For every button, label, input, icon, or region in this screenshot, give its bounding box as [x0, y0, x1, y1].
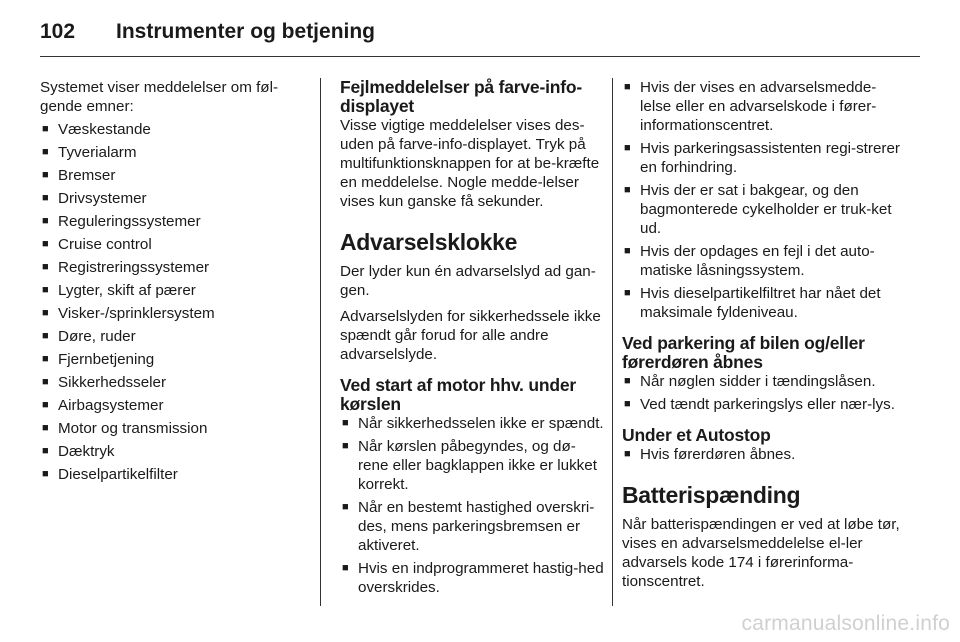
list-item: ■ Når sikkerhedsselen ikke er spændt. — [340, 414, 606, 433]
list-item: ■ Hvis en indprogrammeret hastig-hed overskrides. — [340, 559, 606, 597]
list-item: ■ Bremser — [40, 166, 305, 185]
list-item: ■ Registreringssystemer — [40, 258, 305, 277]
list-item: ■ Lygter, skift af pærer — [40, 281, 305, 300]
parking-list — [622, 372, 902, 414]
list-item: ■ Dieselpartikelfilter — [40, 465, 305, 484]
list-item: ■ Dæktryk — [40, 442, 305, 461]
header-rule — [40, 56, 920, 57]
list-item: ■ Hvis førerdøren åbnes. — [622, 445, 902, 464]
list-item: ■ Ved tændt parkeringslys eller nær-lys. — [622, 395, 902, 414]
list-item: ■ Sikkerhedsseler — [40, 373, 305, 392]
section-text: Når batterispændingen er ved at løbe tør, vises en advarselsmeddelelse el-ler advarsels kode 174 i førerinforma-tionscentret. — [622, 516, 900, 590]
list-item: ■ Fjernbetjening — [40, 350, 305, 369]
section-text: Der lyder kun én advarselslyd ad gan-gen. — [340, 263, 596, 299]
list-item: ■ Tyverialarm — [40, 143, 305, 162]
list-item: ■ Hvis der opdages en fejl i det auto-matiske låsningssystem. — [622, 242, 902, 280]
list-item: ■ Når nøglen sidder i tændingslåsen. — [622, 372, 902, 391]
column-divider — [612, 78, 613, 606]
section-heading-autostop: Under et Autostop — [622, 425, 771, 445]
list-item: ■ Drivsystemer — [40, 189, 305, 208]
section-text: Visse vigtige meddelelser vises des-uden på farve-info-displayet. Tryk på multifunktionsknappen for at be-kræfte en meddelelse. Nogle medde-lelser vises kun ganske få sekunder. — [340, 117, 600, 210]
column-1 — [40, 78, 305, 484]
list-item: ■ Cruise control — [40, 235, 305, 254]
warning-list — [340, 414, 606, 597]
list-item: ■ Væskestande — [40, 120, 305, 139]
autostop-list — [622, 445, 902, 464]
list-item: ■ Visker-/sprinklersystem — [40, 304, 305, 323]
list-item: ■ Hvis der vises en advarselsmedde-lelse eller en advarselskode i fører-informationscentret. — [622, 78, 902, 135]
list-item: ■ Når kørslen påbegyndes, og dø-rene eller bagklappen ikke er lukket korrekt. — [340, 437, 606, 494]
section-heading-engine-start: Ved start af motor hhv. under kørslen — [340, 375, 576, 414]
column-3 — [622, 78, 902, 591]
list-item: ■ Motor og transmission — [40, 419, 305, 438]
column-divider — [320, 78, 321, 606]
watermark: carmanualsonline.info — [741, 612, 950, 635]
page-title: Instrumenter og betjening — [116, 20, 376, 43]
page-number: 102 — [40, 20, 76, 43]
column-2 — [340, 78, 606, 597]
section-text: Advarselslyden for sikkerhedssele ikke spændt går forud for alle andre advarselslyde. — [340, 308, 601, 363]
list-item: ■ Reguleringssystemer — [40, 212, 305, 231]
section-heading-battery: Batterispænding — [622, 482, 801, 508]
topic-list — [40, 120, 305, 484]
section-heading-color-display: Fejlmeddelelser på farve-info-displayet — [340, 77, 582, 116]
list-item: ■ Airbagsystemer — [40, 396, 305, 415]
list-item: ■ Når en bestemt hastighed overskri-des, mens parkeringsbremsen er aktiveret. — [340, 498, 606, 555]
section-heading-parking: Ved parkering af bilen og/eller førerdøren åbnes — [622, 333, 865, 372]
section-heading-warning-chime: Advarselsklokke — [340, 229, 518, 255]
list-item: ■ Hvis parkeringsassistenten regi-strerer en forhindring. — [622, 139, 902, 177]
intro-text: Systemet viser meddelelser om føl-gende emner: — [40, 79, 279, 115]
page-header — [40, 20, 920, 50]
list-item: ■ Hvis dieselpartikelfiltret har nået det maksimale fyldeniveau. — [622, 284, 902, 322]
list-item: ■ Hvis der er sat i bakgear, og den bagmonterede cykelholder er truk-ket ud. — [622, 181, 902, 238]
list-item: ■ Døre, ruder — [40, 327, 305, 346]
warning-list-continued — [622, 78, 902, 322]
